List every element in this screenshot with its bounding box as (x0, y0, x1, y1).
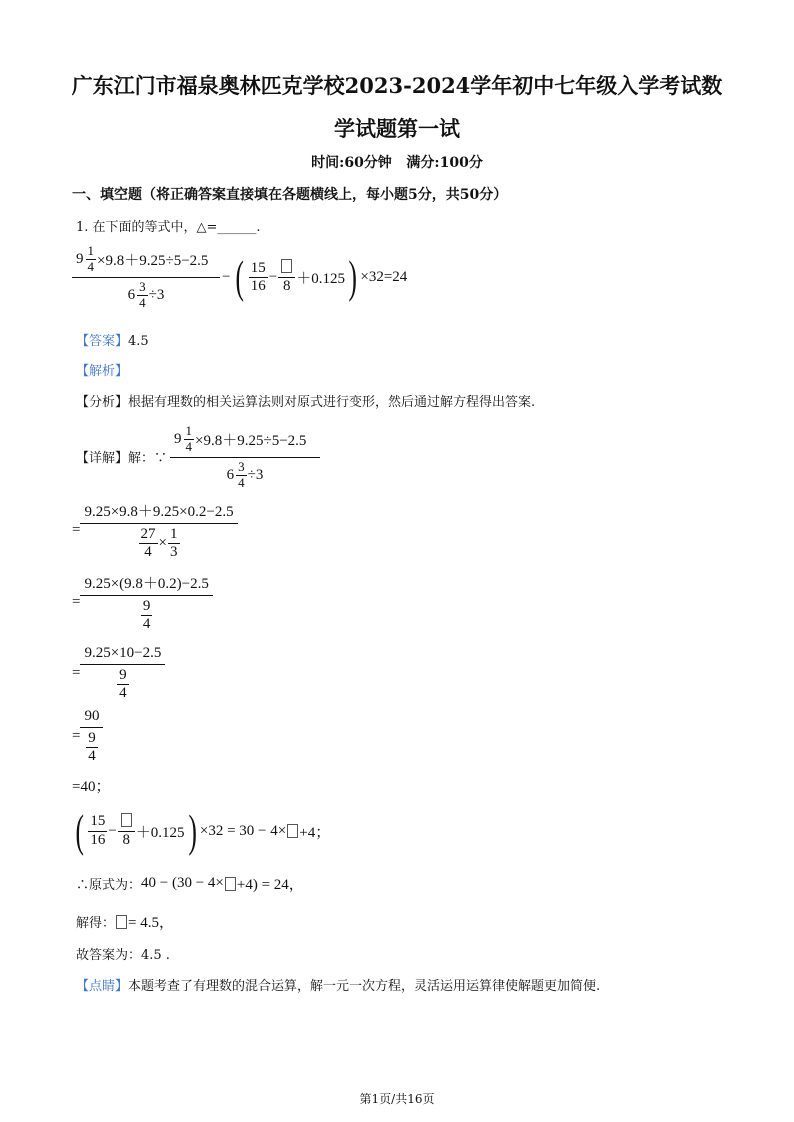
analysis-label: 【解析】 (76, 364, 129, 379)
analysis-line: 【分析】根据有理数的相关运算法则对原式进行变形，然后通过解方程得出答案. (76, 395, 536, 410)
detail-fraction: 9 $\frac{1}{4}$ ×9.8＋9.25÷5−2.5 6 $\frac{3}{4}$ ÷3 (170, 424, 320, 491)
exam-info: 时间:60分钟 满分:100分 (311, 155, 483, 171)
page-title-line1: 广东江门市福泉奥林匹克学校2023-2024学年初中七年级入学考试数 (71, 73, 723, 98)
step-6: ( $\frac{15}{16}$ − 8 ＋0.125 ) ×32 = 30 − 4× +4； (75, 805, 331, 856)
step-4: = $\frac{90}{\frac{9}{4}}$ (72, 708, 103, 766)
step-3: = $\frac{9.25\times 10-2.5}{\frac{9}{4}}$ (72, 645, 165, 703)
step-9: 故答案为：4.5 . (76, 948, 170, 963)
detail-label: 【详解】解：∵ (76, 451, 168, 466)
page-number: 第1页/共16页 (359, 1092, 435, 1106)
answer-line: 【答案】4.5 (76, 334, 149, 349)
mixed-number-9-1-4: 9 $\frac{1}{4}$ (76, 243, 94, 274)
main-fraction: 9 $\frac{1}{4}$ ×9.8＋9.25÷5−2.5 6 $\frac{3}{4}$ ÷3 (72, 244, 220, 311)
step-2: = $\frac{9.25\times(9.8+0.2)-2.5}{\frac{9}{4}}$ (72, 572, 213, 634)
triangle-placeholder-box (281, 259, 292, 273)
step-1: = 9.25×9.8＋9.25×0.2−2.5 $\frac{27}{4}$ × $\frac{1}{3}$ (72, 500, 238, 562)
step-5: =40； (72, 779, 111, 795)
question-1-expression: 9 $\frac{1}{4}$ ×9.8＋9.25÷5−2.5 6 $\frac{3}{4}$ ÷3 − ( $\frac{15}{16}$ − 8 ＋0.125 ) ×32=24 (72, 244, 407, 311)
mixed-number-6-3-4: 6 $\frac{3}{4}$ (127, 278, 146, 310)
page-title-line2: 学试题第一试 (334, 116, 460, 141)
question-1-text: 1. 在下面的等式中，△=______. (76, 220, 261, 235)
section-heading: 一、填空题（将正确答案直接填在各题横线上，每小题5分，共50分） (72, 187, 508, 203)
step-8: 解得： = 4.5， (76, 915, 174, 931)
step-7: ∴原式为： 40 − (30 − 4× +4) = 24， (76, 875, 304, 893)
comment-line: 【点睛】本题考查了有理数的混合运算，解一元一次方程，灵活运用运算律使解题更加简便. (76, 979, 601, 994)
